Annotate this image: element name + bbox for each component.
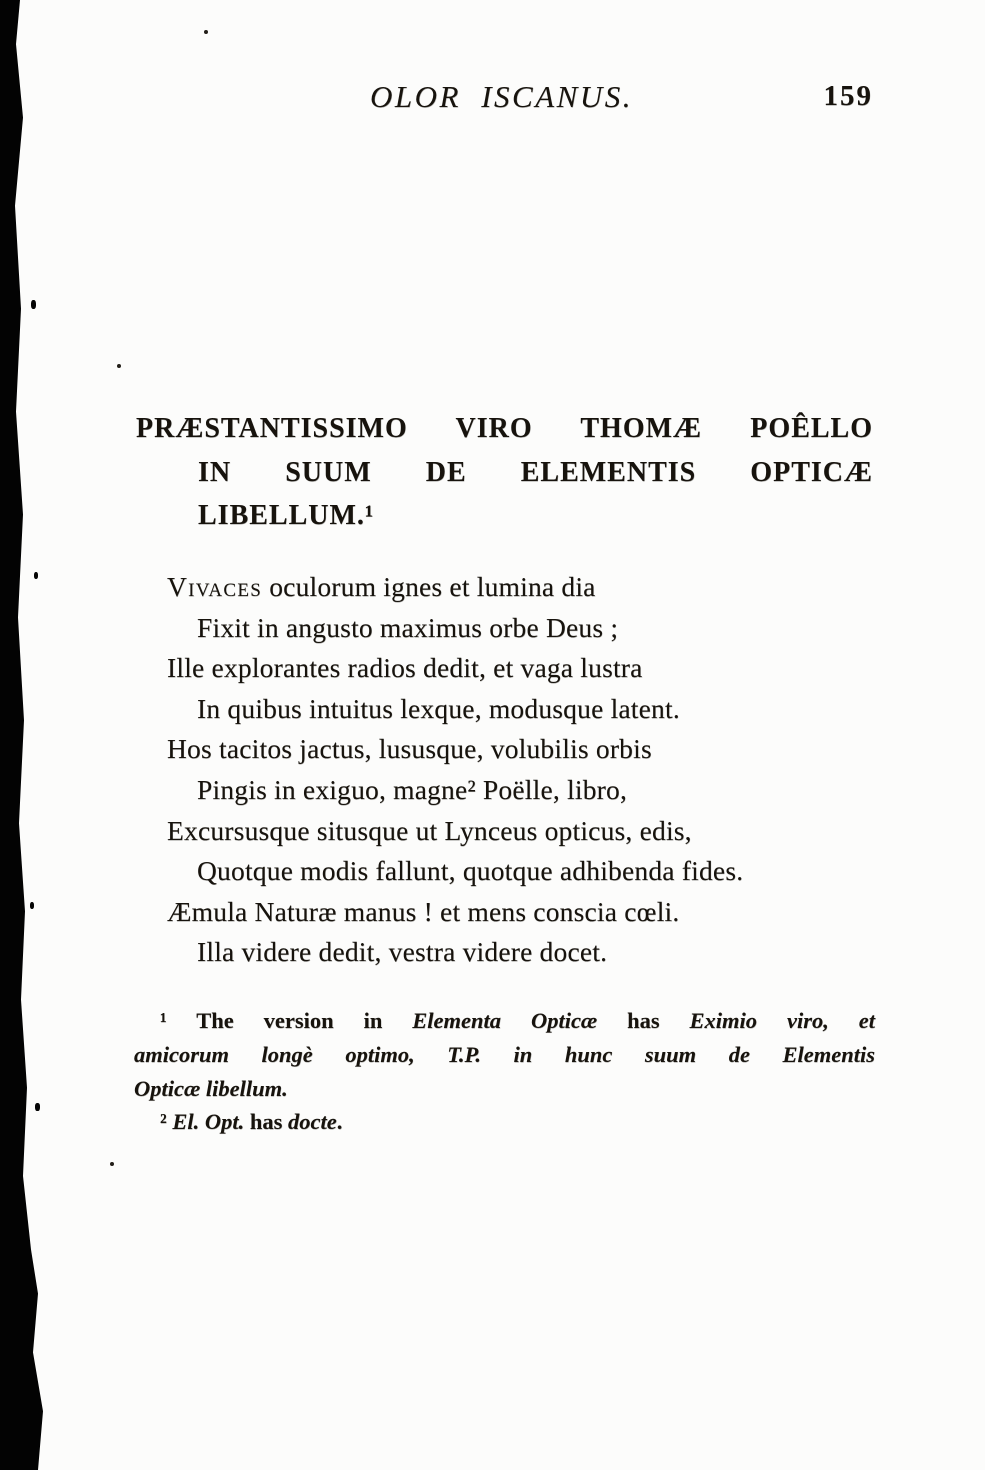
ink-speck xyxy=(110,1162,114,1166)
poem-line-text: In quibus intuitus lexque, modusque latent. xyxy=(197,692,680,724)
footnote-1-line-1 xyxy=(134,1004,875,1038)
footnote-text-italic: docte xyxy=(288,1109,337,1135)
poem-line-text: Illa videre dedit, vestra videre docet. xyxy=(197,936,608,968)
footnote-text-italic: Eximio viro, et xyxy=(689,1008,875,1033)
footnote-text: ¹ The version in xyxy=(160,1008,413,1033)
footnote-text: has xyxy=(597,1008,690,1033)
poem-opening-word: Vivaces xyxy=(167,571,263,602)
page-number: 159 xyxy=(823,80,873,112)
poem-line xyxy=(167,648,743,689)
poem-line-text: Quotque modis fallunt, quotque adhibenda fides. xyxy=(197,855,744,887)
poem-line-text: Pingis in exiguo, magne² Poëlle, libro, xyxy=(197,773,628,805)
poem-line xyxy=(197,932,743,973)
poem-line xyxy=(197,770,743,811)
poem-line xyxy=(167,567,743,608)
ink-speck xyxy=(204,30,208,34)
poem-line-text: oculorum ignes et lumina dia xyxy=(262,571,596,602)
footnote-1-line-3: Opticæ libellum. xyxy=(134,1075,288,1101)
binding-shadow xyxy=(0,0,48,1470)
poem-line-text: Fixit in angusto maximus orbe Deus ; xyxy=(197,611,619,643)
poem xyxy=(167,567,743,973)
footnotes xyxy=(134,1004,875,1139)
poem-title xyxy=(136,407,873,538)
poem-line-text: Ille explorantes radios dedit, et vaga lustra xyxy=(167,652,643,684)
ink-speck xyxy=(31,300,36,309)
footnote-2 xyxy=(134,1105,875,1139)
poem-line xyxy=(167,892,743,933)
poem-line xyxy=(197,851,743,892)
footnote-1-line-2: amicorum longè optimo, T.P. in hunc suum de Elementis xyxy=(134,1041,875,1067)
footnote-text: ² xyxy=(160,1109,173,1135)
poem-line-text: Excursusque situsque ut Lynceus opticus, edis, xyxy=(167,814,692,846)
footnote-text-italic: Elementa Opticæ xyxy=(412,1008,598,1033)
poem-title-line-1: PRÆSTANTISSIMO VIRO THOMÆ POÊLLO xyxy=(136,413,873,444)
poem-title-line-2: IN SUUM DE ELEMENTIS OPTICÆ xyxy=(198,456,873,488)
footnote-text: . xyxy=(336,1109,343,1135)
ink-speck xyxy=(34,572,38,579)
poem-line xyxy=(197,608,743,649)
poem-title-line-3: LIBELLUM.¹ xyxy=(198,500,375,531)
poem-line-text: Hos tacitos jactus, lususque, volubilis orbis xyxy=(167,733,652,765)
ink-speck xyxy=(30,902,34,909)
ink-speck xyxy=(35,1103,40,1111)
ink-speck xyxy=(117,364,121,368)
poem-line xyxy=(197,689,743,730)
footnote-text-italic: El. Opt. xyxy=(172,1109,245,1135)
poem-line xyxy=(167,811,743,852)
footnote-text: has xyxy=(244,1109,289,1135)
page-header xyxy=(0,79,985,115)
poem-line xyxy=(167,729,743,770)
poem-line-text: Æmula Naturæ manus ! et mens conscia cœli. xyxy=(167,895,680,927)
running-title: OLOR ISCANUS. xyxy=(370,79,633,114)
